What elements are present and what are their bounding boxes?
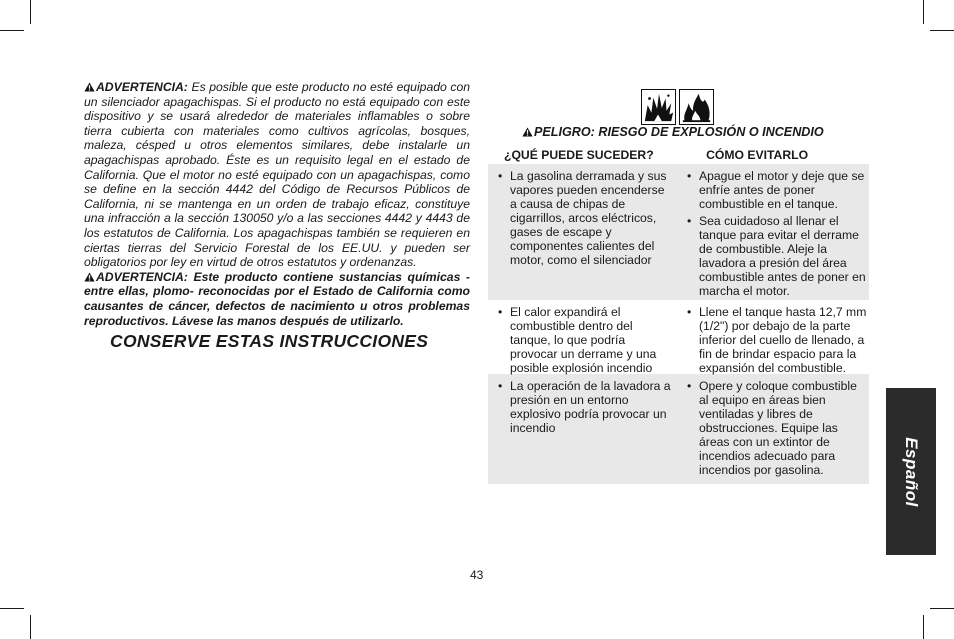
list-item: • Llene el tanque hasta 12,7 mm (1/2") por debajo de la parte inferior del cuello de llenado, a fin de brindar espacio para la expansión del combustible. — [687, 305, 867, 375]
column-header-how: CÓMO EVITARLO — [706, 148, 809, 162]
warning-spark-arrestor — [84, 80, 470, 270]
crop-mark — [0, 608, 24, 609]
warning-label: ADVERTENCIA: — [96, 269, 188, 284]
conserve-heading: CONSERVE ESTAS INSTRUCCIONES — [110, 331, 429, 352]
crop-mark — [930, 608, 954, 609]
table-row — [488, 374, 869, 484]
warning-text: Es posible que este producto no esté equipado con un silenciador apagachispas. Si el producto no está equipado con este dispositivo y se usará alrededor de materiales inflamables o sobre tierra cubierta con materiales como cultivos agrícolas, bosques, maleza, césped u otros elementos similares, debe instalarle un apagachispas aprobado. Éste es un requisito legal en el estado de California. Que el motor no esté equipado con un apagachispas, como se define en la sección 4442 del Código de Recursos Públicos de California, ni se mantenga en un orden de trabajo eficaz, constituye una infracción a la sección 130050 y/o a las secciones 4442 y 4443 de los estatutos de California. Los apagachispas también se requieren en ciertas tierras del Servicio Forestal de los EE.UU. y pueden ser obligatorios por ley en virtud de otros estatutos y ordenanzas. — [84, 80, 470, 270]
warning-triangle-icon — [84, 82, 95, 92]
explosion-icon — [641, 89, 676, 125]
cell-how — [678, 164, 869, 300]
crop-mark — [930, 30, 954, 31]
cell-what — [488, 300, 678, 374]
warning-chemicals — [84, 270, 470, 328]
list-item: • La gasolina derramada y sus vapores pueden encenderse a causa de chipas de cigarrillos, arcos eléctricos, gases de escape y componentes calientes del motor, como el silenciador — [498, 169, 667, 267]
danger-title-text: PELIGRO: RIESGO DE EXPLOSIÓN O INCENDIO — [534, 125, 824, 139]
column-header-what: ¿QUÉ PUEDE SUCEDER? — [504, 148, 654, 162]
language-tab — [886, 388, 936, 555]
warning-triangle-icon — [84, 272, 95, 282]
crop-mark — [30, 615, 31, 639]
list-item: • Opere y coloque combustible al equipo en áreas bien ventiladas y libres de obstrucciones. Equipe las áreas con un extintor de incendios adecuado para incendios por gasolina. — [687, 379, 857, 477]
warning-triangle-icon — [522, 127, 533, 137]
list-item: • El calor expandirá el combustible dentro del tanque, lo que podría provocar un derrame y una posible explosión incendio — [498, 305, 657, 375]
table-row — [488, 164, 869, 300]
list-item: • La operación de la lavadora a presión en un entorno explosivo podría provocar un incendio — [498, 379, 671, 435]
cell-how — [678, 374, 869, 484]
page-number: 43 — [470, 568, 484, 582]
warning-label: ADVERTENCIA: — [96, 80, 188, 94]
hazard-icons — [641, 89, 714, 125]
hazard-table — [488, 146, 869, 484]
crop-mark — [30, 0, 31, 24]
cell-what — [488, 164, 678, 300]
language-tab-label: Español — [902, 436, 921, 507]
danger-heading — [522, 125, 842, 139]
table-row — [488, 300, 869, 374]
list-item: • Sea cuidadoso al llenar el tanque para evitar el derrame de combustible. Aleje la lavadora a presión del área combustible antes de poner en marcha el motor. — [687, 214, 866, 298]
cell-what — [488, 374, 678, 484]
crop-mark — [923, 0, 924, 24]
cell-how — [678, 300, 869, 374]
left-column — [84, 80, 470, 352]
warning-text: Este producto contiene sustancias químicas -entre ellas, plomo- reconocidas por el Estado de California como causantes de cáncer, defectos de nacimiento u otros problemas reproductivos. Lávese las manos después de utilizarlo. — [84, 269, 470, 328]
fire-icon — [679, 89, 714, 125]
crop-mark — [0, 30, 24, 31]
table-header — [488, 146, 869, 164]
crop-mark — [923, 615, 924, 639]
list-item: • Apague el motor y deje que se enfríe antes de poner combustible en el tanque. — [687, 169, 865, 211]
